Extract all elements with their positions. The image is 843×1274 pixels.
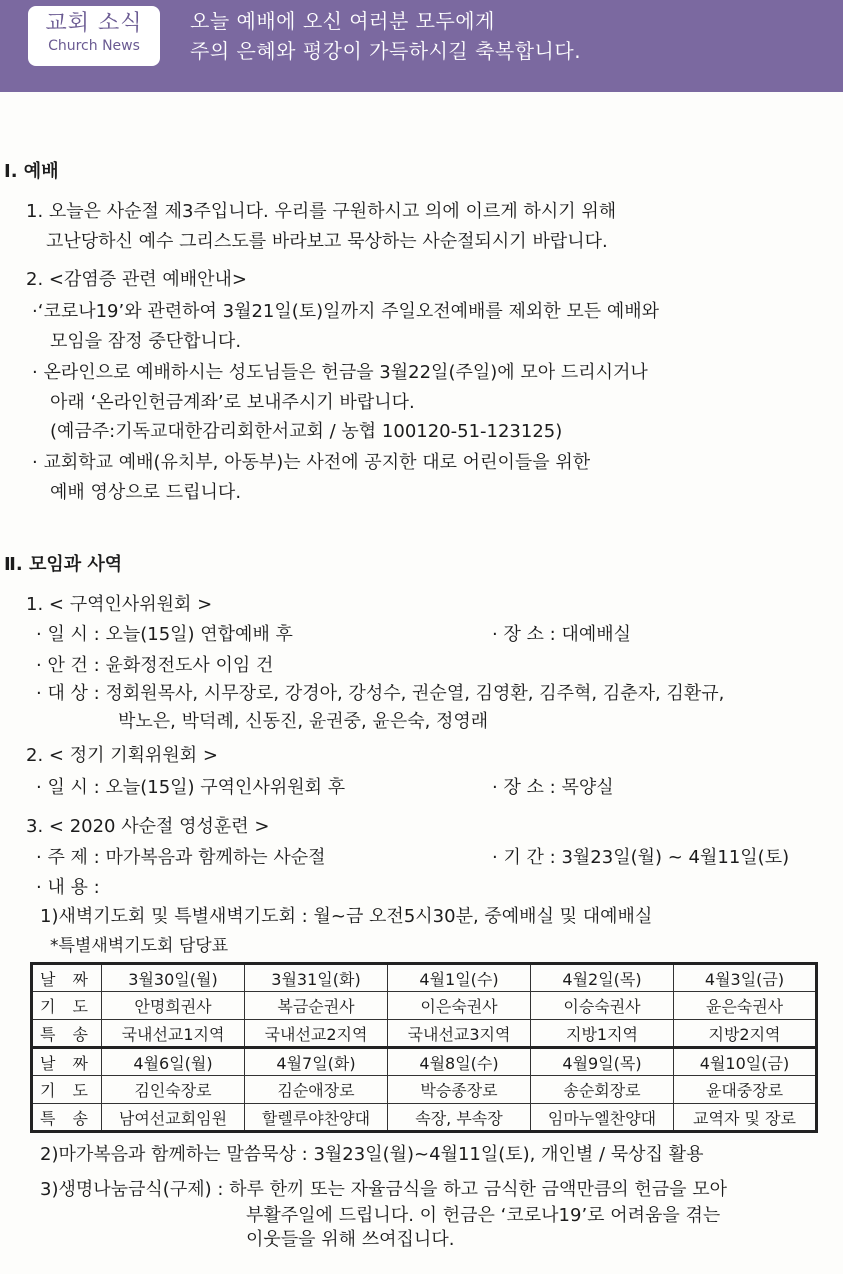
table-cell: 국내선교1지역	[102, 1020, 245, 1048]
row-label: 날 짜	[32, 964, 102, 992]
meeting2-place: · 장 소 : 목양실	[492, 777, 614, 798]
meeting1-target-line1: · 대 상 : 정회원목사, 시무장로, 강경아, 강성수, 권순열, 김영환, 김주혁, 김춘자, 김환규,	[36, 683, 725, 704]
meeting1-title: 1. < 구역인사위원회 >	[26, 594, 213, 615]
table-cell: 4월6일(월)	[102, 1048, 245, 1076]
table-cell: 임마누엘찬양대	[531, 1104, 674, 1132]
section2-heading: Ⅱ. 모임과 사역	[4, 554, 123, 575]
table-cell: 지방1지역	[531, 1020, 674, 1048]
meeting2-time: · 일 시 : 오늘(15일) 구역인사위원회 후	[36, 777, 346, 798]
section1-heading: Ⅰ. 예배	[4, 161, 59, 182]
table-cell: 국내선교2지역	[245, 1020, 388, 1048]
table-cell: 복금순권사	[245, 992, 388, 1020]
worship-item2-title: 2. <감염증 관련 예배안내>	[26, 269, 247, 290]
greeting-line2: 주의 은혜와 평강이 가득하시길 축복합니다.	[190, 39, 582, 63]
table-row	[32, 964, 817, 992]
table-row	[32, 1048, 817, 1076]
table-cell: 할렐루야찬양대	[245, 1104, 388, 1132]
worship-notice3-line1: · 교회학교 예배(유치부, 아동부)는 사전에 공지한 대로 어린이들을 위한	[32, 452, 591, 473]
worship-notice1-line2: 모임을 잠정 중단합니다.	[50, 331, 242, 352]
account-info: (예금주:기독교대한감리회한서교회 / 농협 100120-51-123125)	[50, 421, 563, 442]
meeting1-place: · 장 소 : 대예배실	[492, 624, 632, 645]
table-cell: 4월8일(수)	[388, 1048, 531, 1076]
worship-item1-line2: 고난당하신 예수 그리스도를 바라보고 묵상하는 사순절되시기 바랍니다.	[46, 231, 608, 252]
table-cell: 이승숙권사	[531, 992, 674, 1020]
table-cell: 4월1일(수)	[388, 964, 531, 992]
meeting3-content2: 2)마가복음과 함께하는 말씀묵상 : 3월23일(월)~4월11일(토), 개인별 / 묵상집 활용	[40, 1144, 704, 1165]
table-cell: 3월31일(화)	[245, 964, 388, 992]
table-cell: 4월9일(목)	[531, 1048, 674, 1076]
table-cell: 남여선교회임원	[102, 1104, 245, 1132]
badge-title: 교회 소식	[45, 11, 143, 36]
worship-notice2-line2: 아래 ‘온라인헌금계좌’로 보내주시기 바랍니다.	[50, 392, 415, 413]
table-cell: 김인숙장로	[102, 1076, 245, 1104]
greeting	[190, 6, 581, 66]
schedule-caption: *특별새벽기도회 담당표	[50, 936, 229, 956]
table-cell: 3월30일(월)	[102, 964, 245, 992]
row-label: 날 짜	[32, 1048, 102, 1076]
meeting3-content1: 1)새벽기도회 및 특별새벽기도회 : 월~금 오전5시30분, 중예배실 및 대예배실	[40, 906, 653, 927]
worship-item1-line1: 1. 오늘은 사순절 제3주입니다. 우리를 구원하시고 의에 이르게 하시기 위해	[26, 201, 617, 222]
table-cell: 4월10일(금)	[674, 1048, 817, 1076]
header-banner	[0, 0, 843, 92]
worship-notice1-line1: ·‘코로나19’와 관련하여 3월21일(토)일까지 주일오전예배를 제외한 모든 예배와	[32, 301, 660, 322]
table-row	[32, 1076, 817, 1104]
dawn-prayer-schedule-table	[30, 962, 818, 1133]
table-cell: 송순회장로	[531, 1076, 674, 1104]
table-cell: 교역자 및 장로	[674, 1104, 817, 1132]
meeting2-title: 2. < 정기 기획위원회 >	[26, 745, 218, 766]
table-cell: 박승종장로	[388, 1076, 531, 1104]
badge-subtitle: Church News	[48, 38, 140, 54]
table-row	[32, 1104, 817, 1132]
table-cell: 국내선교3지역	[388, 1020, 531, 1048]
meeting1-agenda: · 안 건 : 윤화정전도사 이임 건	[36, 655, 274, 676]
table-cell: 안명희권사	[102, 992, 245, 1020]
row-label: 특 송	[32, 1104, 102, 1132]
meeting3-content3-line3: 이웃들을 위해 쓰여집니다.	[246, 1229, 455, 1250]
table-cell: 이은숙권사	[388, 992, 531, 1020]
meeting3-theme: · 주 제 : 마가복음과 함께하는 사순절	[36, 847, 326, 868]
meeting3-period: · 기 간 : 3월23일(월) ~ 4월11일(토)	[492, 847, 790, 868]
meeting3-content3-line2: 부활주일에 드립니다. 이 헌금은 ‘코로나19’로 어려움을 겪는	[246, 1205, 721, 1226]
worship-notice3-line2: 예배 영상으로 드립니다.	[50, 482, 242, 503]
church-news-badge	[28, 6, 160, 66]
greeting-line1: 오늘 예배에 오신 여러분 모두에게	[190, 9, 495, 33]
table-cell: 지방2지역	[674, 1020, 817, 1048]
table-cell: 4월2일(목)	[531, 964, 674, 992]
table-cell: 4월3일(금)	[674, 964, 817, 992]
meeting1-target-line2: 박노은, 박덕례, 신동진, 윤권중, 윤은숙, 정영래	[118, 711, 489, 732]
table-cell: 4월7일(화)	[245, 1048, 388, 1076]
meeting1-time: · 일 시 : 오늘(15일) 연합예배 후	[36, 624, 293, 645]
meeting3-title: 3. < 2020 사순절 영성훈련 >	[26, 816, 270, 837]
table-cell: 김순애장로	[245, 1076, 388, 1104]
table-row	[32, 992, 817, 1020]
row-label: 기 도	[32, 992, 102, 1020]
table-row	[32, 1020, 817, 1048]
meeting3-content-label: · 내 용 :	[36, 877, 100, 898]
table-cell: 속장, 부속장	[388, 1104, 531, 1132]
table-cell: 윤대중장로	[674, 1076, 817, 1104]
table-cell: 윤은숙권사	[674, 992, 817, 1020]
worship-notice2-line1: · 온라인으로 예배하시는 성도님들은 헌금을 3월22일(주일)에 모아 드리시거나	[32, 362, 648, 383]
row-label: 특 송	[32, 1020, 102, 1048]
meeting3-content3-line1: 3)생명나눔금식(구제) : 하루 한끼 또는 자율금식을 하고 금식한 금액만큼의 헌금을 모아	[40, 1179, 727, 1200]
row-label: 기 도	[32, 1076, 102, 1104]
